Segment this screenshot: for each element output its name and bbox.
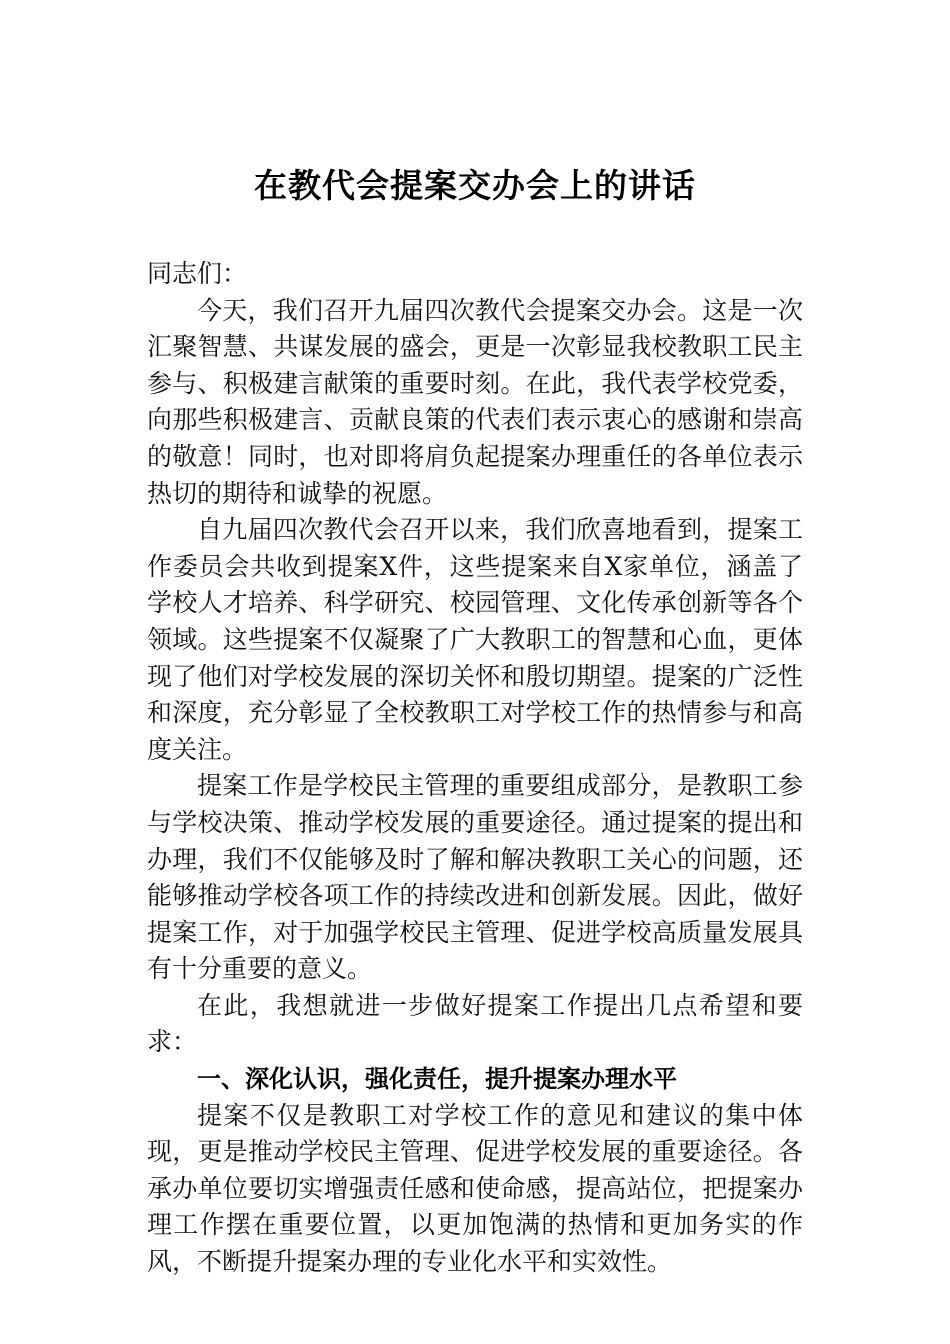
document-title: 在教代会提案交办会上的讲话 [254, 166, 696, 205]
salutation: 同志们： [147, 259, 248, 288]
paragraph-proposal-importance: 提案工作是学校民主管理的重要组成部分，是教职工参与学校决策、推动学校发展的重要途径。通过提案的提出和办理，我们不仅能够及时了解和解决教职工关心的问题，还能够推动学校各项工作的持续改进和创新发展。因此，做好提案工作，对于加强学校民主管理、促进学校高质量发展具有十分重要的意义。 [147, 771, 803, 984]
paragraph-requirements-intro: 在此，我想就进一步做好提案工作提出几点希望和要求： [147, 990, 803, 1057]
paragraph-section-1: 提案不仅是教职工对学校工作的意见和建议的集中体现，更是推动学校民主管理、促进学校发展的重要途径。各承办单位要切实增强责任感和使命感，提高站位，把提案办理工作摆在重要位置，以更加饱满的热情和更加务实的作风，不断提升提案办理的专业化水平和实效性。 [147, 1100, 803, 1277]
paragraph-opening: 今天，我们召开九届四次教代会提案交办会。这是一次汇聚智慧、共谋发展的盛会，更是一次彰显我校教职工民主参与、积极建言献策的重要时刻。在此，我代表学校党委，向那些积极建言、贡献良策的代表们表示衷心的感谢和崇高的敬意！同时，也对即将肩负起提案办理重任的各单位表示热切的期待和诚挚的祝愿。 [147, 295, 803, 508]
paragraph-proposals-received: 自九届四次教代会召开以来，我们欣喜地看到，提案工作委员会共收到提案X件，这些提案来自X家单位，涵盖了学校人才培养、科学研究、校园管理、文化传承创新等各个领域。这些提案不仅凝聚了广大教职工的智慧和心血，更体现了他们对学校发展的深切关怀和殷切期望。提案的广泛性和深度，充分彰显了全校教职工对学校工作的热情参与和高度关注。 [147, 515, 803, 764]
document-body [147, 256, 803, 1281]
section-heading-1: 一、深化认识，强化责任，提升提案办理水平 [197, 1065, 677, 1094]
